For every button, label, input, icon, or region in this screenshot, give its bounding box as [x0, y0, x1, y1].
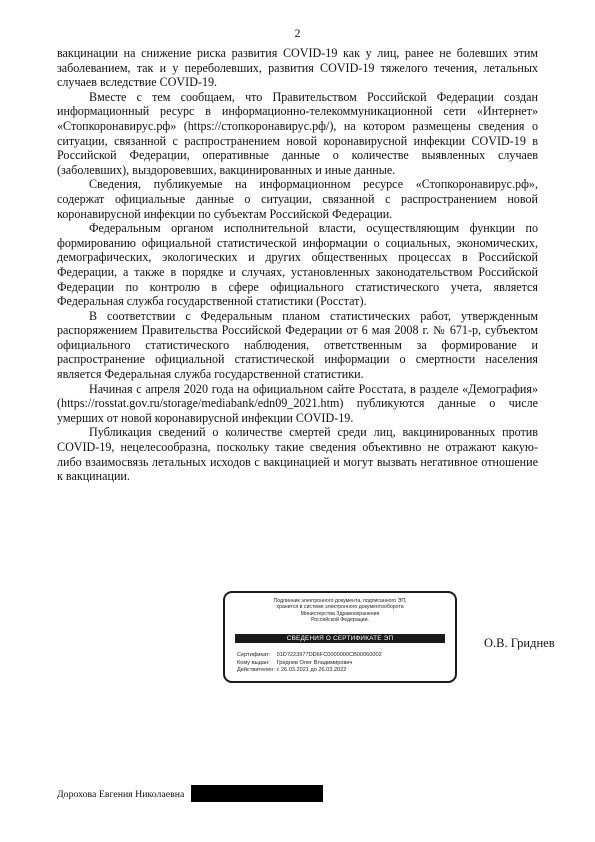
issued-to-label: Кому выдан: — [237, 659, 270, 666]
paragraph-stopcoronavirus-resource: Вместе с тем сообщаем, что Правительством Российской Федерации создан информационный ресурс в информационно-телекоммуникационной сети «Интернет» «Стопкоронавирус.рф» (https://стопкоронавирус.рф/), на котором размещены сведения о ситуации, связанной с распространением новой коронавирусной инфекции COVID-19 в Российской Федерации, оперативные данные о количестве выявленных случаев (заболевших), выздоровевших, вакцинированных и иные данные. — [57, 89, 538, 177]
certificate-value: 01D7223977DD6FC0000000CB00060002 — [276, 652, 382, 658]
paragraph-statistical-plan: В соответствии с Федеральным планом статистических работ, утвержденным распоряжением Правительства Российской Федерации от 6 мая 2008 г. № 671-р, субъектом официального статистического наблюдения, ответственным за формирование и распространение официальной статистической информации о смертности населения является Федеральная служба государственной статистики. — [57, 308, 538, 382]
issued-to-value: Гриднев Олег Владимирович — [276, 659, 353, 666]
paragraph-rosstat-role: Федеральным органом исполнительной власти, осуществляющим функции по формированию официальной статистической информации о социальных, экономических, демографических, экологических и других общественных процессах в Российской Федерации, а также в порядке и случаях, установленных законодательством Российской Федерации по контролю в сфере официального статистического учета, является Федеральная служба государственной статистики (Росстат). — [57, 221, 538, 309]
certificate-row — [237, 652, 447, 660]
page-number: 2 — [294, 26, 301, 40]
stamp-header-line: Российской Федерации. — [311, 617, 369, 624]
paragraph-continuation: вакцинации на снижение риска развития COVID-19 как у лиц, ранее не болевших этим заболеванием, так и у переболевших, развития COVID-19 тяжелого течения, летальных случаев вследствие COVID-19. — [57, 46, 538, 90]
stamp-header-line: Министерства Здравоохранения — [300, 610, 380, 617]
valid-row — [237, 667, 447, 675]
stamp-header-line: хранится в системе электронного документооборота — [276, 604, 404, 611]
paragraph-demography-section: Начиная с апреля 2020 года на официальном сайте Росстата, в разделе «Демография» (https://rosstat.gov.ru/storage/mediabank/edn09_2021.htm) публикуются данные о числе умерших от новой коронавирусной инфекции COVID-19. — [57, 381, 538, 425]
valid-label: Действителен: — [237, 667, 275, 674]
letter-body — [57, 46, 538, 484]
stamp-details — [237, 652, 447, 675]
paragraph-published-data: Сведения, публикуемые на информационном ресурсе «Стопкоронавирус.рф», содержат официальные данные о ситуации, связанной с распространением новой коронавирусной инфекции по субъектам Российской Федерации. — [57, 177, 538, 221]
stamp-header-line: Подлинник электронного документа, подписанного ЭП, — [273, 598, 407, 604]
signer-name: О.В. Гриднев — [484, 636, 555, 650]
paragraph-conclusion: Публикация сведений о количестве смертей среди лиц, вакцинированных против COVID-19, нецелесообразна, поскольку такие сведения объективно не отражают какую-либо взаимосвязь летальных исходов с вакцинацией и могут вызвать негативное отношение к вакцинации. — [57, 425, 538, 484]
valid-value: с 26.03.2021 до 26.03.2022 — [276, 667, 347, 674]
executor-name: Дорохова Евгения Николаевна — [57, 789, 185, 800]
electronic-signature-stamp — [223, 591, 457, 683]
certificate-label: Сертификат: — [237, 652, 271, 658]
stamp-title: СВЕДЕНИЯ О СЕРТИФИКАТЕ ЭП — [235, 634, 445, 643]
redaction-block — [191, 785, 323, 802]
stamp-header — [225, 598, 455, 624]
